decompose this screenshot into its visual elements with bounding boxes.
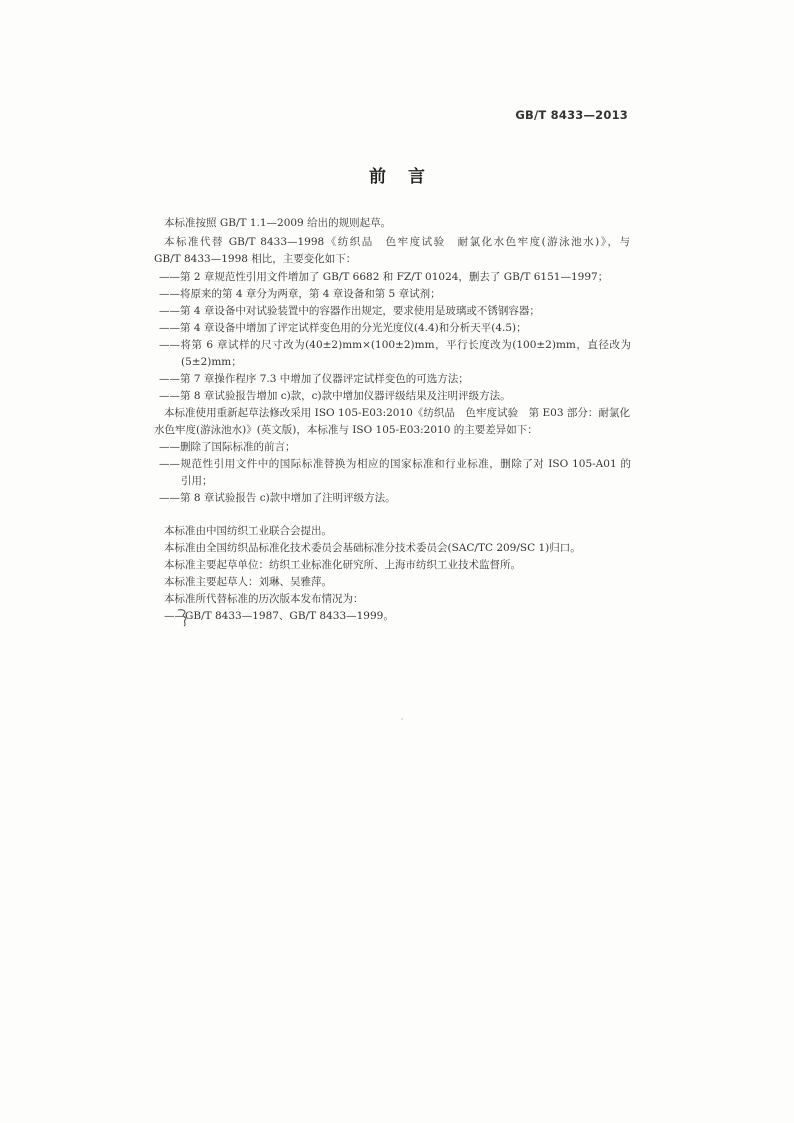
change-item-2: ——将原来的第 4 章分为两章，第 4 章设备和第 5 章试剂； — [159, 288, 441, 300]
paragraph-previous-editions: 本标准所代替标准的历次版本发布情况为： — [164, 593, 364, 605]
paragraph-iso-adoption-line1: 本标准使用重新起草法修改采用 ISO 105-E03:2010《纺织品 色牢度试验 第 E03 部分：耐氯化 — [164, 407, 630, 419]
paragraph-replaces-line2: GB/T 8433—1998 相比，主要变化如下： — [154, 253, 357, 265]
paragraph-drafting-units: 本标准主要起草单位：纺织工业标准化研究所、上海市纺织工业技术监督所。 — [164, 559, 521, 571]
change-item-5-line2: (5±2)mm； — [181, 356, 242, 368]
standard-code-header: GB/T 8433—2013 — [515, 108, 628, 122]
change-item-1: ——第 2 章规范性引用文件增加了 GB/T 6682 和 FZ/T 01024，删去了 GB/T 6151—1997； — [159, 271, 609, 283]
change-item-4: ——第 4 章设备中增加了评定试样变色用的分光光度仪(4.4)和分析天平(4.5)； — [159, 322, 527, 334]
change-item-6: ——第 7 章操作程序 7.3 中增加了仪器评定试样变色的可选方法； — [159, 373, 469, 385]
difference-item-3: ——第 8 章试验报告 c)款中增加了注明评级方法。 — [159, 492, 396, 504]
paragraph-drafting-rules: 本标准按照 GB/T 1.1—2009 给出的规则起草。 — [164, 217, 392, 229]
previous-editions-item: ——GB/T 8433—1987、GB/T 8433—1999。 — [164, 610, 394, 622]
change-item-3: ——第 4 章设备中对试验装置中的容器作出规定，要求使用是玻璃或不锈钢容器； — [159, 305, 540, 317]
difference-item-1: ——删除了国际标准的前言； — [159, 441, 296, 453]
paragraph-iso-adoption-line2: 水色牢度(游泳池水)》(英文版)，本标准与 ISO 105-E03:2010 的主要差异如下： — [154, 424, 538, 436]
paragraph-administered-by: 本标准由全国纺织品标准化技术委员会基础标准分技术委员会(SAC/TC 209/SC 1)归口。 — [164, 542, 581, 554]
paragraph-replaces-line1: 本标准代替 GB/T 8433—1998《纺织品 色牢度试验 耐氯化水色牢度(游泳池水)》，与 — [164, 236, 630, 248]
change-item-7: ——第 8 章试验报告增加 c)款，c)款中增加仪器评级结果及注明评级方法。 — [159, 390, 511, 402]
handwritten-mark-icon — [175, 606, 193, 628]
paragraph-drafters: 本标准主要起草人：刘琳、吴雅萍。 — [164, 576, 332, 588]
difference-item-2-line1: ——规范性引用文件中的国际标准替换为相应的国家标准和行业标准，删除了对 ISO 105-A01 的 — [159, 458, 631, 470]
paragraph-proposed-by: 本标准由中国纺织工业联合会提出。 — [164, 525, 332, 537]
difference-item-2-line2: 引用； — [181, 475, 213, 487]
change-item-5-line1: ——将第 6 章试样的尺寸改为(40±2)mm×(100±2)mm，平行长度改为(100±2)mm，直径改为 — [159, 339, 631, 351]
scan-speck — [401, 718, 403, 720]
page-title: 前言 — [369, 167, 447, 187]
